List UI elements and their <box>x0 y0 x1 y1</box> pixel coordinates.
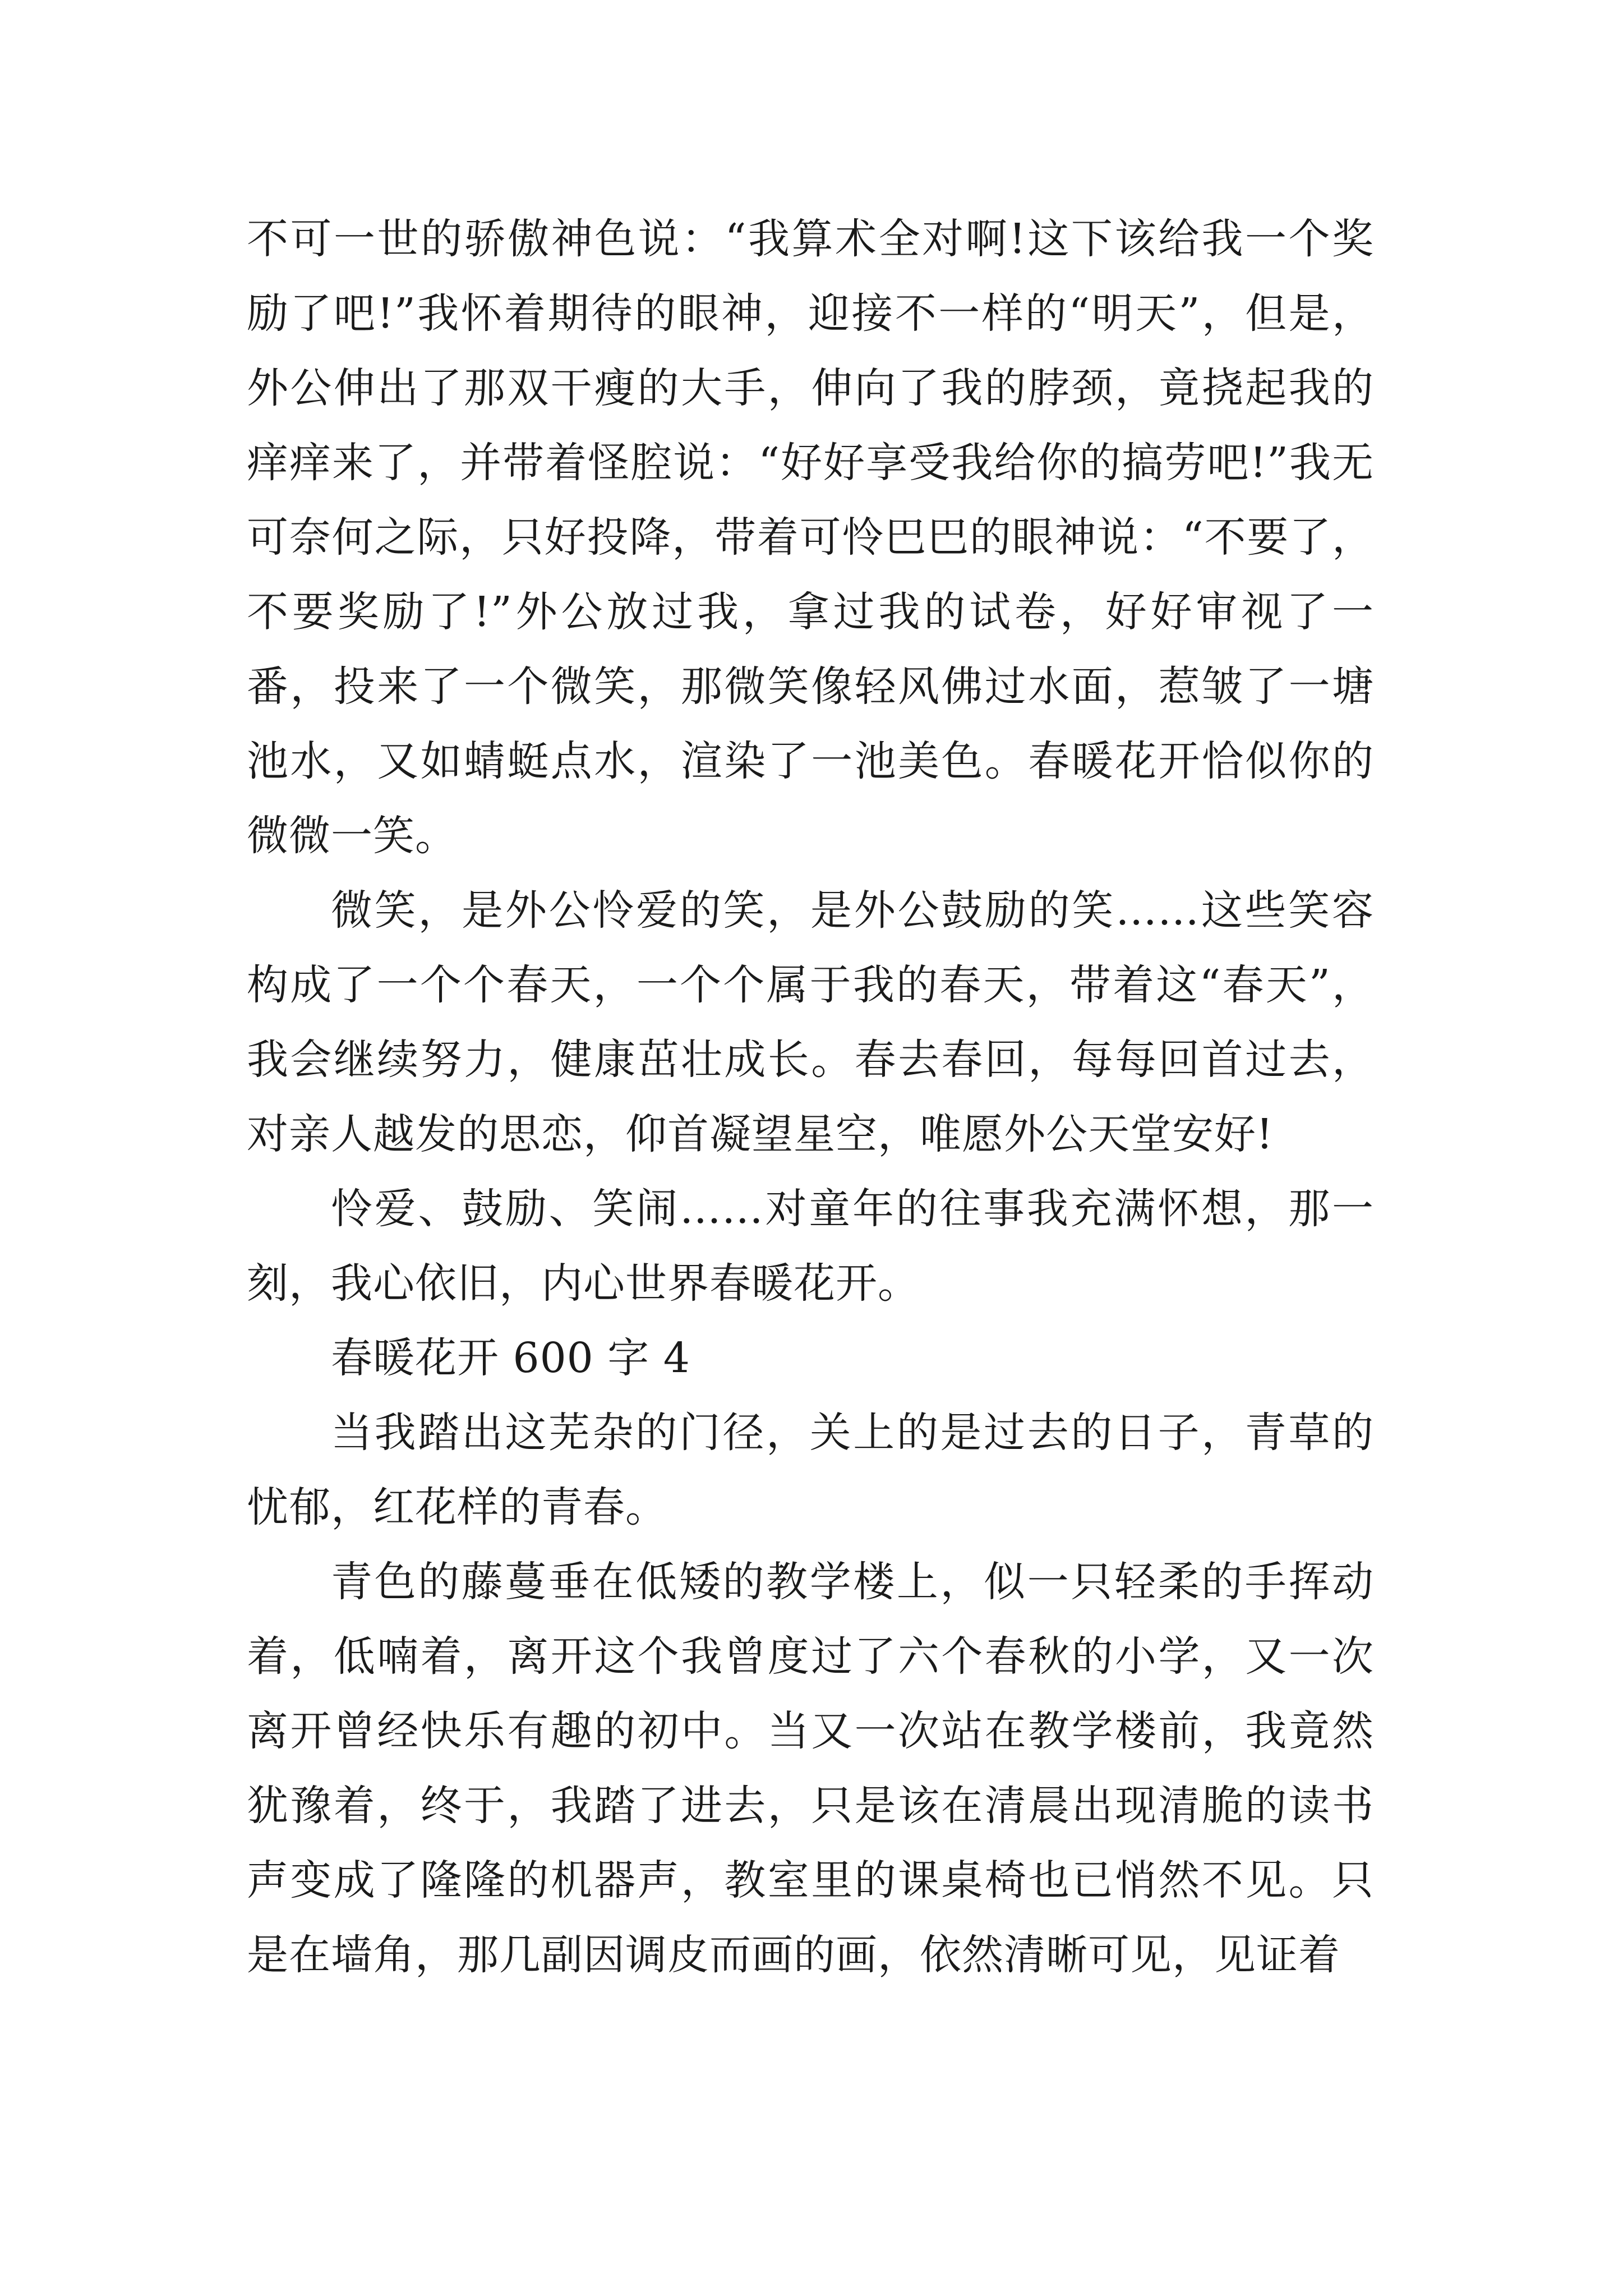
paragraph-childhood: 怜爱、鼓励、笑闹……对童年的往事我充满怀想，那一刻，我心依旧，内心世界春暖花开。 <box>247 1185 1374 1308</box>
paragraph-vines: 青色的藤蔓垂在低矮的教学楼上，似一只轻柔的手挥动着，低喃着，离开这个我曾度过了六个春秋的小学，又一次离开曾经快乐有趣的初中。当又一次站在教学楼前，我竟然犹豫着，终于，我踏了进去，只是该在清晨出现清脆的读书声变成了隆隆的机器声，教室里的课桌椅也已悄然不见。只是在墙角，那几副因调皮而画的画，依然清晰可见，见证着 <box>247 1558 1374 1979</box>
paragraph-smile: 微笑，是外公怜爱的笑，是外公鼓励的笑……这些笑容构成了一个个春天，一个个属于我的春天，带着这“春天”，我会继续努力，健康茁壮成长。春去春回，每每回首过去，对亲人越发的思恋，仰首凝望星空，唯愿外公天堂安好! <box>247 886 1374 1158</box>
document-body <box>247 202 1374 1993</box>
section-heading: 春暖花开 600 字 4 <box>331 1334 690 1382</box>
paragraph-continuation: 不可一世的骄傲神色说：“我算术全对啊!这下该给我一个奖励了吧!”我怀着期待的眼神，迎接不一样的“明天”，但是，外公伸出了那双干瘦的大手，伸向了我的脖颈，竟挠起我的痒痒来了，并带着怪腔说：“好好享受我给你的搞劳吧!”我无可奈何之际，只好投降，带着可怜巴巴的眼神说：“不要了，不要奖励了!”外公放过我，拿过我的试卷，好好审视了一番，投来了一个微笑，那微笑像轻风佛过水面，惹皱了一塘池水，又如蜻蜓点水，渲染了一池美色。春暖花开恰似你的微微一笑。 <box>247 215 1374 860</box>
paragraph-leaving: 当我踏出这芜杂的门径，关上的是过去的日子，青草的忧郁，红花样的青春。 <box>247 1409 1374 1531</box>
